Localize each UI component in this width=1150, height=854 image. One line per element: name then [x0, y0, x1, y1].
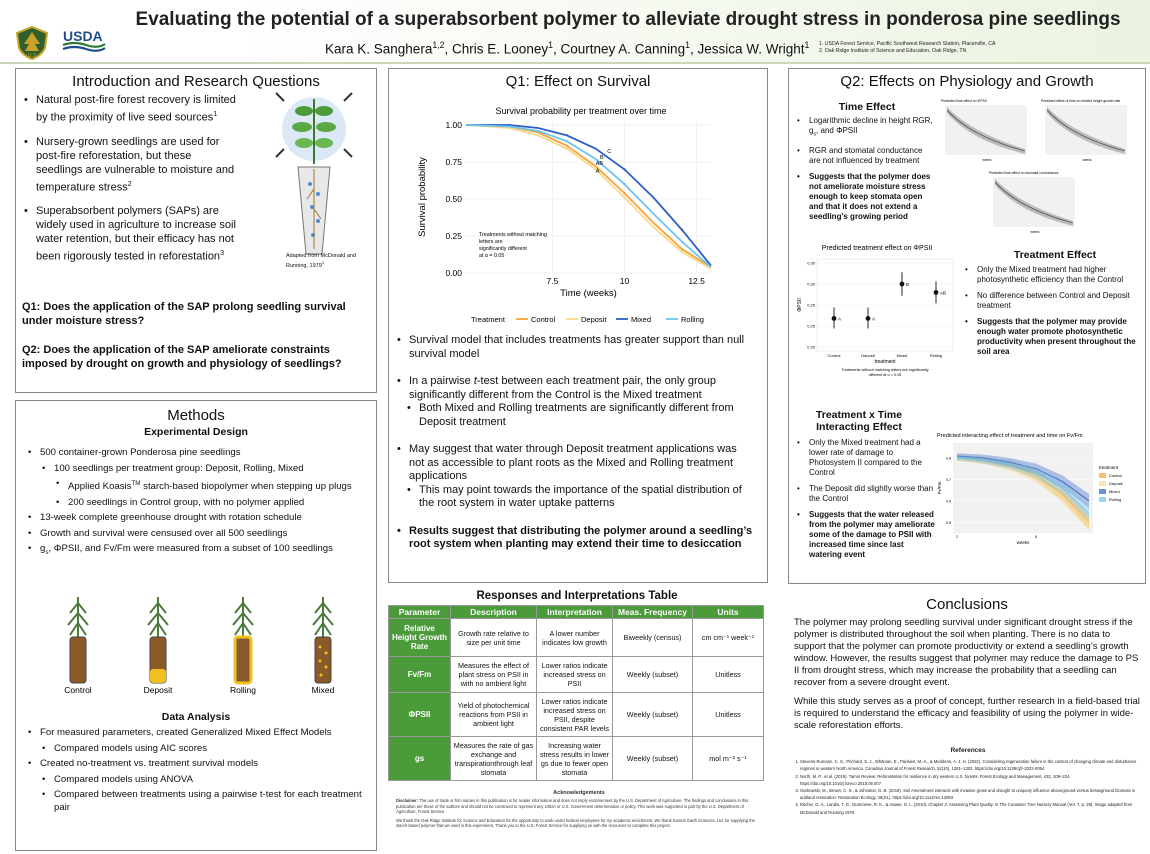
treatment-effect-bullet: • Only the Mixed treatment had higher photosynthetic efficiency than the Control — [963, 265, 1141, 285]
significance-letter: A — [595, 168, 600, 175]
q1-bullet: • Results suggest that distributing the polymer around a seedling’s root system when planting may extend their time to desiccation — [395, 525, 755, 552]
reference-item: 3. Garbowski, M., Brown, C. S., & Johnston, D. B. (2019). Soil Amendment interacts with invasive grass and drought to uniquely influence aboveground versus belowground biomass in aridland restoration. Restoration Ecology, 28(S1). https://doi.org/10.1111/rec.13083 — [800, 787, 1148, 801]
time-effect-mini-charts — [937, 97, 1145, 239]
y-tick-label: 0.25 — [807, 323, 815, 329]
research-question-1: Q1: Does the application of the SAP prolong seedling survival under moisture stress? — [22, 301, 346, 327]
intro-bullet: • Nursery-grown seedlings are used for post-fire reforestation, but these seedlings are vulnerable to moisture and temperature stress$^2$ — [22, 135, 240, 195]
y-tick-label: 0.6 — [945, 499, 951, 504]
data-point — [681, 248, 683, 250]
table-header: Units — [693, 606, 764, 619]
author-name: Jessica W. Wright — [697, 41, 805, 57]
y-tick-label: 0.00 — [445, 268, 462, 278]
x-axis-label: weeks — [1016, 540, 1030, 545]
note-line: at α = 0.05 — [479, 253, 505, 259]
q1-bullet: • In a pairwise t-test between each treatment pair, the only group significantly different from the Control is the Mixed treatment — [395, 375, 755, 402]
conclusions-section — [788, 596, 1146, 732]
table-cell: Measures the effect of plant stress on PSII in with no ambient light — [451, 657, 537, 693]
table-title: Responses and Interpretations Table — [476, 590, 678, 602]
usfs-shield-logo — [15, 26, 49, 60]
survival-chart — [411, 101, 751, 333]
treatment-effect-bullets — [963, 265, 1141, 363]
data-point — [566, 140, 568, 142]
significance-letter: C — [607, 149, 612, 156]
seedling-label-rolling: Rolling — [230, 685, 256, 695]
legend-swatch — [1099, 473, 1106, 478]
y-tick-label: 0.75 — [445, 157, 462, 167]
table-cell: Yield of photochemical reactions from PSII in ambient light — [451, 693, 537, 737]
significance-letter: A — [838, 316, 842, 322]
x-tick-label: Rolling — [929, 353, 943, 358]
analysis-bullet: • Compared between treatments using a pairwise t-test for each treatment pair — [40, 789, 371, 814]
y-tick-label: 0.30 — [807, 260, 815, 266]
table-header: Interpretation — [537, 606, 613, 619]
interaction-bullet: • The Deposit did slightly worse than the Control — [795, 484, 935, 504]
analysis-bullet: • Compared models using ANOVA — [40, 774, 371, 787]
design-bullet: • 500 container-grown Ponderosa pine seedlings — [26, 447, 371, 460]
data-point — [623, 192, 625, 194]
poster-title: Evaluating the potential of a superabsorbent polymer to alleviate drought stress in ponderosa pine seedlings — [135, 9, 1121, 30]
author-list: Kara K. Sanghera$^{1,2}$, Chris E. Looney$^1$, Courtney A. Canning$^1$, Jessica W. Wright$^1$ — [325, 40, 810, 57]
time-effect-bullet: • Logarithmic decline in height RGR, $g_s$, and ΦPSII — [795, 116, 935, 140]
table-cell: Weekly (subset) — [613, 657, 693, 693]
seedling-label-deposit: Deposit — [143, 685, 173, 695]
design-bullet: • 13-week complete greenhouse drought with rotation schedule — [26, 512, 371, 525]
data-point — [623, 183, 625, 185]
treatment-effect-bullet: • No difference between Control and Deposit treatment — [963, 291, 1141, 311]
q1-bullet: • This may point towards the importance of the spatial distribution of the root system in water uptake patterns — [405, 484, 755, 511]
q2-panel — [788, 68, 1146, 584]
q1-bullet: • Survival model that includes treatments has greater support than null survival model — [395, 334, 755, 361]
seedling-rolling-icon — [233, 597, 253, 683]
significance-letter: B — [600, 155, 604, 162]
mini-chart-title: Predicted time effect on ΦPSII — [941, 99, 987, 103]
chart-title: Survival probability per treatment over time — [495, 106, 667, 116]
q1-panel — [388, 68, 768, 583]
mini-chart-xlabel: weeks — [1030, 230, 1040, 234]
analysis-bullet: • Created no-treatment vs. treatment survival models — [26, 758, 371, 771]
author-name: Courtney A. Canning — [560, 41, 686, 57]
table-cell-param: ΦPSII — [389, 693, 451, 737]
intro-title: Introduction and Research Questions — [72, 73, 320, 90]
data-point — [623, 196, 625, 198]
research-question-2: Q2: Does the application of the SAP ameliorate constraints imposed by drought on growth and physiology of seedlings? — [22, 344, 342, 370]
table-cell: Weekly (subset) — [613, 693, 693, 737]
affiliation-line: 1. USDA Forest Service, Pacific Southwest Research Station, Placerville, CA — [819, 41, 996, 47]
mini-chart-3 — [989, 171, 1075, 234]
ack-title: Acknowledgements — [553, 790, 605, 796]
data-point — [681, 229, 683, 231]
data-point — [934, 290, 939, 295]
y-tick-label: 0.20 — [807, 344, 815, 350]
data-point — [681, 251, 683, 253]
responses-table — [388, 605, 764, 781]
legend-title: Treatment — [471, 315, 505, 324]
data-point — [681, 241, 683, 243]
q1-title: Q1: Effect on Survival — [505, 73, 651, 90]
table-cell: Lower ratios indicate increased stress on PSII — [537, 657, 613, 693]
time-effect-title: Time Effect — [838, 101, 896, 113]
y-tick-label: 0.25 — [807, 302, 815, 308]
time-effect-bullet: • Suggests that the polymer does not ameliorate moisture stress enough to keep stomata open and that it does not extend a seedling’s growing period — [795, 172, 935, 222]
ack-thanks: We thank the Oak Ridge Institute for Science and Education for the opportunity to work under federal employees for my academic enrichment. We thank Kannar Earth Sciences, Ltd. for supplying the starch-based polymer that we used in this experiment. Thank you to the U.S. Forest Service for supplying us with the resources to complete this project. — [396, 817, 755, 829]
references-title: References — [950, 747, 986, 754]
phipsii-chart — [793, 241, 961, 381]
treatment-effect-title: Treatment Effect — [1013, 249, 1097, 261]
mini-chart-title: Predicted time effect on stomatal conductance — [989, 171, 1059, 175]
fvfm-chart — [935, 429, 1143, 553]
table-cell: A lower number indicates low growth — [537, 619, 613, 657]
seedling-deposit-icon — [148, 597, 168, 683]
seedling-mixed-icon — [313, 597, 333, 683]
mini-chart-xlabel: weeks — [982, 158, 992, 162]
intro-panel — [15, 68, 377, 393]
x-tick-label: 12.5 — [688, 276, 705, 286]
design-bullet: • $g_s$, ΦPSII, and Fv/Fm were measured from a subset of 100 seedlings — [26, 543, 371, 559]
interaction-title: Treatment x Time Interacting Effect — [815, 409, 903, 433]
note-line: Treatments without matching — [479, 232, 547, 238]
legend-title: treatment — [1099, 465, 1119, 470]
analysis-bullet: • For measured parameters, created Generalized Mixed Effect Models — [26, 727, 371, 740]
table-cell-param: gs — [389, 737, 451, 781]
significance-letter: AB — [940, 290, 947, 296]
x-tick-label: 7.5 — [546, 276, 559, 286]
x-tick-label: 2 — [955, 535, 959, 539]
data-point — [508, 125, 510, 127]
intro-bullet: • Superabsorbent polymers (SAPs) are widely used in agriculture to increase soil water retention, but their efficacy has not been rigorously tested in reforestation$^3$ — [22, 204, 240, 264]
experimental-design-title: Experimental Design — [144, 426, 248, 438]
legend-swatch — [1099, 497, 1106, 502]
ack-disclaimer: Disclaimer: The use of trade or firm names in this publication is for reader information and does not imply endorsement by the U.S. Department of Agriculture. The findings and conclusions in this publication are those of the authors and should not be construed to represent any USDA or U.S. Government determination or policy. This work was supported in part by the U.S. Department of Agriculture, Forest Service. — [396, 798, 749, 815]
table-header: Parameter — [389, 606, 451, 619]
header-divider — [0, 62, 1150, 64]
analysis-bullets — [26, 727, 371, 817]
legend-entry: Control — [531, 315, 556, 324]
table-row — [389, 657, 764, 693]
conclusions-paragraph: The polymer may prolong seedling survival under significant drought stress if the polymer is distributed throughout the soil when planting. There is no data to support that the polymer can promote productivity or extend a seedling’s growth window. However, the results suggest that polymer may reduce the damage to PS II from drought stress, which may increase the probability that a seedling can recover from a severe drought event. — [794, 617, 1139, 688]
design-bullet: • 200 seedlings in Control group, with no polymer applied — [54, 497, 371, 510]
author-affiliation: 1 — [685, 40, 690, 50]
significance-letter: B — [906, 282, 910, 287]
x-tick-label: 8 — [1035, 535, 1038, 539]
methods-panel — [15, 400, 377, 851]
table-cell: Unitless — [693, 657, 764, 693]
table-cell: Unitless — [693, 693, 764, 737]
significance-letter: AB — [595, 160, 604, 167]
mini-chart-title: Predicted effect of time on relative height growth rate — [1041, 99, 1121, 103]
data-point — [866, 316, 871, 321]
mini-chart-xlabel: weeks — [1082, 158, 1092, 162]
table-cell: Biweekly (census) — [613, 619, 693, 657]
legend-entry: Control — [1109, 473, 1122, 478]
x-tick-label: Mixed — [896, 353, 908, 358]
q1-bullets — [395, 334, 755, 552]
y-tick-label: 0.30 — [807, 281, 815, 287]
data-point — [566, 134, 568, 136]
table-cell: Growth rate relative to size per unit time — [451, 619, 537, 657]
legend-entry: Rolling — [1109, 497, 1122, 502]
y-axis-label: ΦPSII — [797, 298, 803, 312]
time-effect-bullet: • RGR and stomatal conductance are not influenced by treatment — [795, 146, 935, 166]
table-row — [389, 693, 764, 737]
conclusions-title: Conclusions — [926, 596, 1008, 613]
legend-entry: Deposit — [1109, 481, 1123, 486]
table-cell: Increasing water stress results in lower gs due to fewer open stomata — [537, 737, 613, 781]
usfs-logo-text: U S — [27, 53, 37, 59]
x-axis-label: treatment — [874, 359, 896, 365]
y-tick-label: 0.5 — [945, 520, 951, 525]
methods-title: Methods — [167, 407, 225, 424]
legend-swatch — [1099, 489, 1106, 494]
note-line: letters are — [479, 239, 503, 245]
table-header: Description — [451, 606, 537, 619]
q2-title: Q2: Effects on Physiology and Growth — [840, 73, 1094, 90]
significance-note-line: Treatments without matching letters are significantly — [841, 368, 929, 372]
data-point — [566, 147, 568, 149]
affiliation-line: 2. Oak Ridge Institute of Science and Education, Oak Ridge, TN — [819, 48, 967, 54]
q1-bullet: • May suggest that water through Deposit treatment applications was not as accessible to plant roots as the Mixed and Rolling treatment applications — [395, 443, 755, 484]
y-tick-label: 1.00 — [445, 120, 462, 130]
author-affiliation: 1,2 — [432, 40, 445, 50]
data-point — [900, 282, 905, 287]
intro-bullet: • Natural post-fire forest recovery is limited by the proximity of live seed sources$^1$ — [22, 93, 240, 125]
x-tick-label: Deposit — [861, 353, 875, 358]
table-cell: mol m⁻² s⁻¹ — [693, 737, 764, 781]
note-line: significantly different — [479, 246, 527, 252]
acknowledgements — [396, 791, 762, 849]
reference-item: 2. North, M. P., et al. (2019). Tamm Review: Reforestation for resilience in dry western U.S. forests. Forest Ecology and Management, 432, 209–224. https://doi.org/10.1016/j.foreco.2018.09.007 — [800, 773, 1148, 787]
table-row — [389, 737, 764, 781]
y-tick-label: 0.25 — [445, 231, 462, 241]
table-cell: Weekly (subset) — [613, 737, 693, 781]
analysis-bullet: • Compared models using AIC scores — [40, 743, 371, 756]
intro-figure-caption: Adapted from McDonald and Running, 1979$^4$ — [286, 253, 357, 269]
seedling-control-icon — [68, 597, 88, 683]
y-tick-label: 0.50 — [445, 194, 462, 204]
author-name: Kara K. Sanghera — [325, 41, 433, 57]
y-tick-label: 0.8 — [945, 456, 951, 461]
table-row — [389, 619, 764, 657]
table-cell-param: Fv/Fm — [389, 657, 451, 693]
significance-note — [479, 232, 547, 259]
table-cell: Lower ratios indicate increased stress on PSII, despite consistent PAR levels — [537, 693, 613, 737]
y-axis-label: Fv/Fm — [937, 481, 942, 495]
seedling-treatments-illustration — [36, 587, 366, 695]
significance-letter: A — [872, 316, 876, 322]
treatment-effect-bullet: • Suggests that the polymer may provide enough water promote photosynthetic productivity when present throughout the soil area — [963, 317, 1141, 357]
usda-logo — [62, 26, 106, 54]
x-axis-label: Time (weeks) — [560, 288, 617, 299]
time-effect-bullets — [795, 116, 935, 228]
interaction-bullets — [795, 438, 935, 566]
intro-bullets — [22, 93, 240, 274]
seedling-label-control: Control — [64, 685, 92, 695]
table-header-row — [389, 606, 764, 619]
significance-note-line: different at α = 0.05 — [868, 373, 902, 377]
design-bullet: • 100 seedlings per treatment group: Deposit, Rolling, Mixed — [40, 463, 371, 476]
legend-entry: Deposit — [581, 315, 607, 324]
author-name: Chris E. Looney — [452, 41, 549, 57]
mini-chart-2 — [1041, 99, 1127, 162]
interaction-bullet: • Only the Mixed treatment had a lower rate of damage to Photosystem II compared to the Control — [795, 438, 935, 478]
q1-bullet: • Both Mixed and Rolling treatments are significantly different from Deposit treatment — [405, 402, 755, 429]
author-affiliation: 1 — [548, 40, 553, 50]
y-tick-label: 0.7 — [945, 477, 951, 482]
reference-list — [788, 758, 1148, 816]
usda-logo-text: USDA — [63, 28, 103, 44]
design-bullets — [26, 447, 371, 563]
table-cell-param: Relative Height Growth Rate — [389, 619, 451, 657]
table-header: Meas. Frequency — [613, 606, 693, 619]
author-affiliation: 1 — [804, 40, 810, 50]
chart-title: Predicted interacting effect of treatment and time on Fv/Fm — [937, 433, 1083, 439]
reference-item: 4. Ritchie, G. A., Landis, T. D., Dumroese, R. K., & Haase, D. L. (2010). Chapter 2: Assessing Plant Quality. In The Container Tree Nursery Manual (Vol. 7, p. 29). Image adapted from McDonald and Running 1979. — [800, 801, 1148, 815]
legend-swatch — [1099, 481, 1106, 486]
interaction-bullet: • Suggests that the water released from the polymer may ameliorate some of the damage to PSII with increased time since last watering event — [795, 510, 935, 560]
data-point — [566, 145, 568, 147]
data-analysis-title: Data Analysis — [161, 711, 231, 723]
x-tick-label: Control — [827, 353, 841, 358]
seedling-label-mixed: Mixed — [311, 685, 335, 695]
legend-entry: Rolling — [681, 315, 704, 324]
data-point — [832, 316, 837, 321]
table-cell: cm cm⁻¹ week⁻¹ — [693, 619, 764, 657]
references — [788, 747, 1148, 816]
x-tick-label: 10 — [619, 276, 630, 286]
seedling-container-illustration — [274, 89, 354, 259]
legend-entry: Mixed — [1109, 489, 1120, 494]
design-bullet: • Growth and survival were censused over all 500 seedlings — [26, 528, 371, 541]
reference-item: 1. Stevens-Rumann, C. S., Prichard, S. J., Whitman, E., Parisien, M.-A., & Meddens, A. J. H. (2022). Considering regeneration failure in the context of changing climate and disturbance regimes in western North America. Canadian Journal of Forest Research, 52(10), 1281–1302. https://doi.org/10.1139/cjfr-2022-0054 — [800, 758, 1148, 772]
table-cell: Measures the rate of gas exchange and transpirationthrough leaf stomata — [451, 737, 537, 781]
chart-title: Predicted treatment effect on ΦPSII — [821, 245, 933, 252]
y-axis-label: Survival probability — [417, 157, 428, 237]
legend-entry: Mixed — [631, 315, 652, 324]
design-bullet: • Applied Koasis™ starch-based biopolymer when stepping up plugs — [54, 478, 371, 494]
poster-header — [0, 0, 1150, 62]
data-point — [623, 168, 625, 170]
affiliations — [819, 41, 995, 55]
mini-chart-1 — [941, 99, 1027, 162]
conclusions-paragraph: While this study serves as a proof of concept, further research in a field-based trial is required to understand the efficacy and feasibility of using the polymer in wide-scale reforestation efforts. — [794, 696, 1140, 731]
